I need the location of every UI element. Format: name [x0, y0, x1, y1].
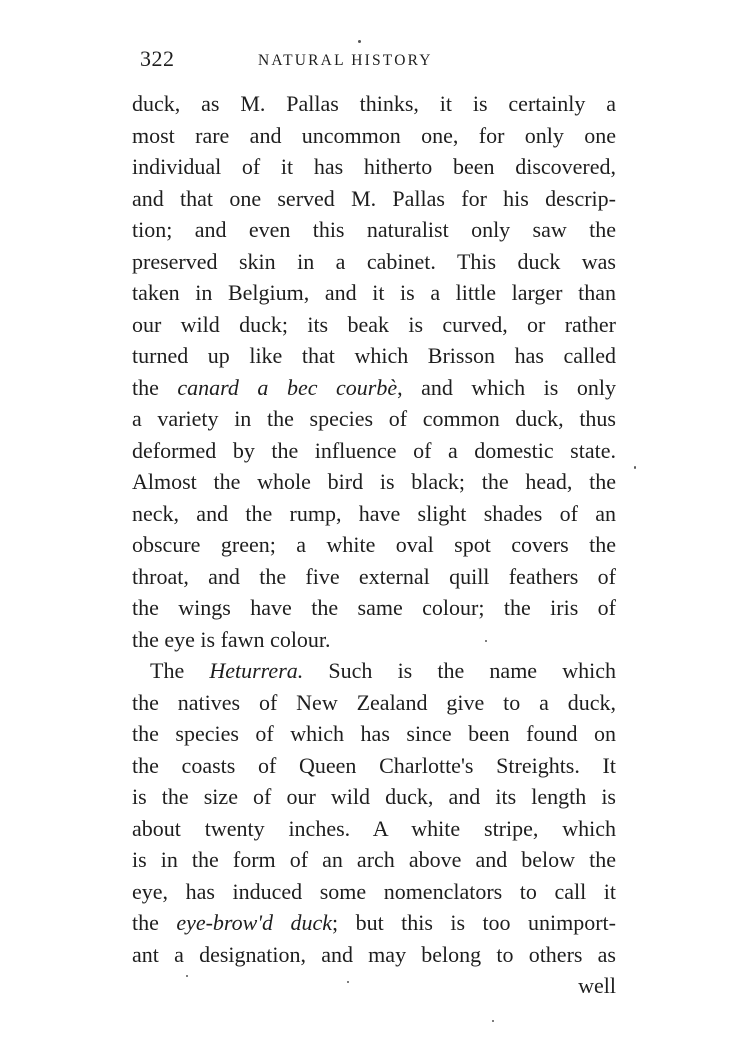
catchword: well: [578, 973, 616, 998]
italic-term: eye-brow'd duck: [176, 910, 333, 935]
text-line: about twenty inches. A white stripe, which: [132, 815, 616, 841]
text-line: duck, as M. Pallas thinks, it is certainly a: [132, 91, 616, 116]
print-speck: [358, 40, 361, 43]
text-line: deformed by the influence of a domestic state.: [132, 437, 616, 463]
text-line: The Heturrera. Such is the name which: [150, 658, 616, 683]
text-line: the wings have the same colour; the iris of: [132, 595, 616, 620]
text-line: is in the form of an arch above and below the: [132, 847, 616, 872]
body-text: [132, 88, 616, 1002]
text-line: the canard a bec courbè, and which is only: [132, 374, 616, 400]
italic-term: Heturrera.: [209, 658, 304, 683]
text-line: eye, has induced some nomenclators to call it: [132, 878, 616, 904]
print-speck: [347, 981, 349, 983]
text-line: the eye-brow'd duck; but this is too unimport-: [132, 910, 616, 935]
text-line: the coasts of Queen Charlotte's Streights. It: [132, 752, 616, 778]
print-speck: [634, 466, 636, 469]
text-line: is the size of our wild duck, and its length is: [132, 784, 616, 809]
text-line: neck, and the rump, have slight shades of an: [132, 500, 616, 526]
page-number: 322: [140, 46, 175, 71]
text-line: the species of which has since been found on: [132, 721, 616, 746]
text-line: our wild duck; its beak is curved, or rather: [132, 311, 616, 337]
text-line: turned up like that which Brisson has called: [132, 343, 616, 368]
print-speck: [485, 640, 487, 642]
text-line: a variety in the species of common duck, thus: [132, 406, 616, 431]
text-line: most rare and uncommon one, for only one: [132, 122, 616, 148]
text-line: throat, and the five external quill feathers of: [132, 563, 616, 589]
text-line: obscure green; a white oval spot covers the: [132, 532, 616, 557]
print-speck: [186, 975, 188, 977]
text-line: individual of it has hitherto been discovered,: [132, 154, 616, 179]
text-line: and that one served M. Pallas for his descrip-: [132, 185, 616, 211]
italic-term: canard a bec courbè: [177, 374, 398, 400]
running-title: NATURAL HISTORY: [258, 52, 433, 69]
text-line: the eye is fawn colour.: [132, 626, 331, 652]
page-header: [136, 46, 616, 76]
text-line: preserved skin in a cabinet. This duck was: [132, 248, 616, 274]
text-line: taken in Belgium, and it is a little larger than: [132, 280, 616, 305]
text-line: ant a designation, and may belong to others as: [132, 941, 616, 967]
text-line: Almost the whole bird is black; the head, the: [132, 469, 616, 494]
text-line: the natives of New Zealand give to a duck,: [132, 689, 616, 715]
text-line: tion; and even this naturalist only saw the: [132, 217, 616, 242]
print-speck: [492, 1020, 494, 1022]
